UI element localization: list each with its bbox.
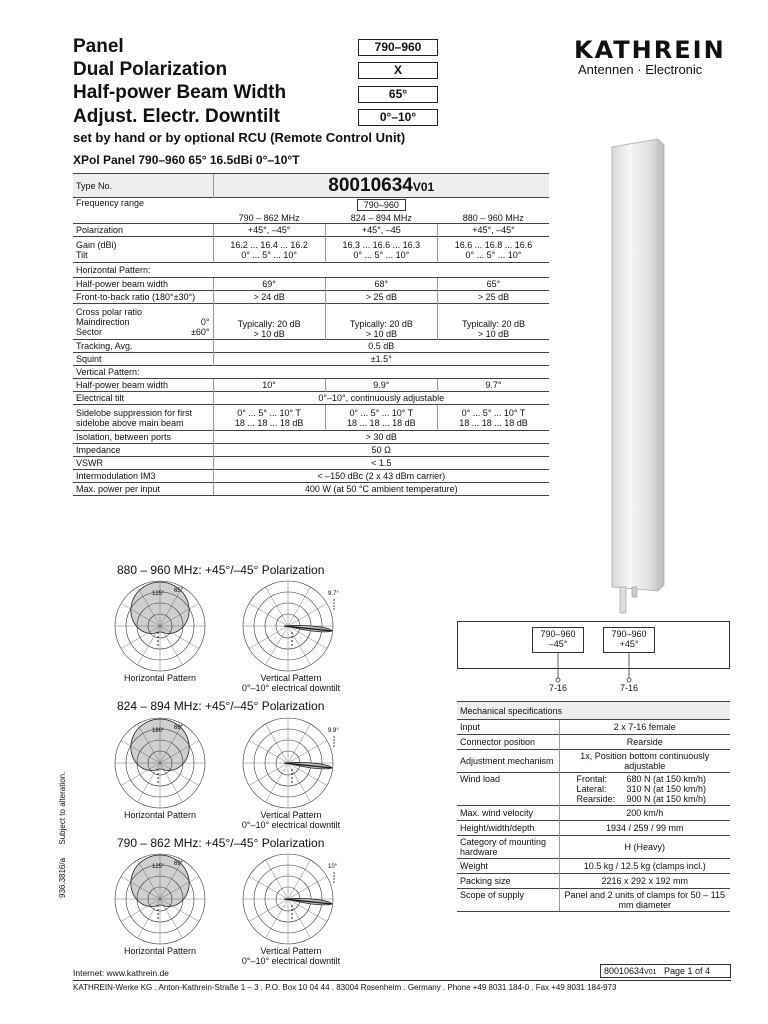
v-angle-label: 10°: [328, 864, 338, 870]
polar-grid-spoke: [288, 877, 327, 900]
freq-band-box: 790–960: [357, 199, 406, 211]
polar-grid-spoke: [288, 860, 311, 899]
vertical-pattern-diagram: [236, 716, 346, 810]
v-beamwidth-label: Half-power beam width: [73, 379, 213, 392]
mech-label: Input: [457, 720, 559, 735]
band-3: 880 – 960 MHz: [437, 198, 549, 224]
h-beamwidth-value: 68°: [325, 278, 437, 291]
cross-polar-value: Typically: 20 dB > 10 dB: [325, 304, 437, 340]
pattern-group-title-1: 880 – 960 MHz: +45°/–45° Polarization: [117, 563, 325, 577]
rcu-note: set by hand or by optional RCU (Remote Control Unit): [73, 130, 406, 145]
kathrein-logo: KATHREIN: [574, 36, 726, 64]
polar-grid-spoke: [249, 626, 288, 649]
freq-label: Frequency range: [73, 198, 213, 224]
antenna-image: [600, 135, 680, 615]
h-beamwidth-label: Half-power beam width: [73, 278, 213, 291]
im3-value: < –150 dBc (2 x 43 dBm carrier): [213, 470, 549, 483]
mech-value: 200 km/h: [559, 806, 730, 821]
mech-label: Category of mounting hardware: [457, 836, 559, 859]
title-beam-width: Half-power Beam Width: [73, 82, 287, 103]
sidelobe-label: Sidelobe suppression for first sidelobe above main beam: [73, 405, 213, 431]
v-angle-label: 9.7°: [328, 591, 339, 597]
connector-label: 7-16: [549, 683, 568, 693]
mech-value: 1934 / 259 / 99 mm: [559, 821, 730, 836]
h-angle-label: 68°: [174, 725, 184, 731]
cross-polar-value: Typically: 20 dB > 10 dB: [437, 304, 549, 340]
polar-grid-spoke: [288, 604, 327, 627]
vertical-pattern-diagram: [236, 852, 346, 946]
polar-grid-spoke: [288, 899, 311, 938]
v-beamwidth-value: 9.7°: [437, 379, 549, 392]
front-to-back-value: > 24 dB: [213, 291, 325, 304]
page-info-box: 80010634V01 Page 1 of 4: [600, 964, 731, 978]
connector-lines: [540, 653, 650, 683]
sidelobe-value: 0° ... 5° ... 10° T 18 ... 18 ... 18 dB: [325, 405, 437, 431]
brand-subtitle: Antennen · Electronic: [578, 62, 703, 77]
band-1: 790 – 862 MHz: [213, 198, 325, 224]
gain-value: 16.2 ... 16.4 ... 16.2 0° ... 5° ... 10°: [213, 237, 325, 263]
horizontal-pattern-heading: Horizontal Pattern:: [73, 263, 549, 278]
electrical-tilt-label: Electrical tilt: [73, 392, 213, 405]
product-line: XPol Panel 790–960 65° 16.5dBi 0°–10°T: [73, 153, 300, 167]
front-to-back-value: > 25 dB: [437, 291, 549, 304]
impedance-value: 50 Ω: [213, 444, 549, 457]
polar-grid-spoke: [266, 724, 289, 763]
sidelobe-value: 0° ... 5° ... 10° T 18 ... 18 ... 18 dB: [213, 405, 325, 431]
title-dual-polarization: Dual Polarization: [73, 59, 228, 80]
h-beamwidth-value: 65°: [437, 278, 549, 291]
polar-grid-spoke: [288, 587, 311, 626]
value-downtilt-box: 0°–10°: [358, 109, 438, 126]
polarization-value: +45°, –45: [325, 224, 437, 237]
h-pattern-label: Horizontal Pattern: [123, 810, 197, 820]
mech-label: Connector position: [457, 735, 559, 750]
mech-value: 2 x 7-16 female: [559, 720, 730, 735]
polar-grid-spoke: [266, 899, 289, 938]
polar-grid-spoke: [288, 741, 327, 764]
polarization-label: Polarization: [73, 224, 213, 237]
mech-value: 2216 x 292 x 192 mm: [559, 874, 730, 889]
gain-value: 16.6 ... 16.8 ... 16.6 0° ... 5° ... 10°: [437, 237, 549, 263]
polar-grid-spoke: [288, 763, 311, 802]
polar-grid-spoke: [266, 626, 289, 665]
v-pattern-label: Vertical Pattern 0°–10° electrical downtilt: [241, 673, 341, 693]
connector-box-plus45: 790–960 +45°: [603, 627, 655, 653]
mech-heading: Mechanical specifications: [457, 702, 730, 720]
horizontal-pattern-diagram: [108, 716, 212, 810]
polarization-value: +45°, –45°: [437, 224, 549, 237]
mech-label: Adjustment mechanism: [457, 750, 559, 773]
h-angle-label: 180°: [152, 728, 165, 734]
pattern-group-title-3: 790 – 862 MHz: +45°/–45° Polarization: [117, 836, 325, 850]
vertical-pattern-heading: Vertical Pattern:: [73, 366, 549, 379]
mechanical-specs-table: [457, 701, 730, 912]
type-label: Type No.: [73, 174, 213, 198]
horizontal-pattern-diagram: [108, 852, 212, 946]
vswr-value: < 1.5: [213, 457, 549, 470]
mech-value: 1x, Position bottom continuously adjustable: [559, 750, 730, 773]
value-frequency-box: 790–960: [358, 39, 438, 56]
vertical-pattern-diagram: [236, 579, 346, 673]
gain-value: 16.3 ... 16.6 ... 16.3 0° ... 5° ... 10°: [325, 237, 437, 263]
mech-value: Rearside: [559, 735, 730, 750]
mech-label: Scope of supply: [457, 889, 559, 912]
v-beamwidth-value: 10°: [213, 379, 325, 392]
h-pattern-label: Horizontal Pattern: [123, 946, 197, 956]
polar-grid-spoke: [249, 604, 288, 627]
value-beamwidth-box: 65°: [358, 86, 438, 103]
tracking-value: 0.5 dB: [213, 340, 549, 353]
h-pattern-label: Horizontal Pattern: [123, 673, 197, 683]
max-power-value: 400 W (at 50 °C ambient temperature): [213, 483, 549, 496]
front-to-back-label: Front-to-back ratio (180°±30°): [73, 291, 213, 304]
isolation-label: Isolation, between ports: [73, 431, 213, 444]
sidelobe-value: 0° ... 5° ... 10° T 18 ... 18 ... 18 dB: [437, 405, 549, 431]
h-beamwidth-value: 69°: [213, 278, 325, 291]
side-document-code: 936.3816/a Subject to alteration.: [58, 771, 67, 898]
v-angle-label: 9.9°: [328, 728, 339, 734]
pattern-group-title-2: 824 – 894 MHz: +45°/–45° Polarization: [117, 699, 325, 713]
wind-load-value: Frontal: 680 N (at 150 km/h) Lateral: 310 N (at 150 km/h) Rearside: 900 N (at 150 km/h): [559, 773, 730, 806]
squint-value: ±1.5°: [213, 353, 549, 366]
mech-value: Panel and 2 units of clamps for 50 – 115 mm diameter: [559, 889, 730, 912]
footer-divider: [73, 980, 731, 981]
connector-box-minus45: 790–960 –45°: [532, 627, 584, 653]
band-2: 790–960 824 – 894 MHz: [325, 198, 437, 224]
electrical-tilt-value: 0°–10°, continuously adjustable: [213, 392, 549, 405]
mech-label: Packing size: [457, 874, 559, 889]
squint-label: Squint: [73, 353, 213, 366]
title-panel: Panel: [73, 36, 124, 57]
isolation-value: > 30 dB: [213, 431, 549, 444]
polar-grid-spoke: [249, 877, 288, 900]
polar-grid-spoke: [249, 899, 288, 922]
h-angle-label: 65°: [174, 588, 184, 594]
h-angle-label: 125°: [152, 591, 165, 597]
im3-label: Intermodulation IM3: [73, 470, 213, 483]
impedance-label: Impedance: [73, 444, 213, 457]
h-angle-label: 69°: [174, 861, 184, 867]
v-pattern-label: Vertical Pattern 0°–10° electrical downtilt: [241, 946, 341, 966]
v-beamwidth-value: 9.9°: [325, 379, 437, 392]
polar-grid-spoke: [249, 763, 288, 786]
v-pattern-label: Vertical Pattern 0°–10° electrical downtilt: [241, 810, 341, 830]
polar-grid-spoke: [266, 587, 289, 626]
mech-label: Weight: [457, 859, 559, 874]
mech-value: H (Heavy): [559, 836, 730, 859]
mech-value: 10.5 kg / 12.5 kg (clamps incl.): [559, 859, 730, 874]
polar-grid-spoke: [249, 741, 288, 764]
mech-label: Max. wind velocity: [457, 806, 559, 821]
internet-link[interactable]: Internet: www.kathrein.de: [73, 968, 169, 978]
polar-grid-spoke: [288, 724, 311, 763]
connector-label: 7-16: [620, 683, 639, 693]
mech-label: Height/width/depth: [457, 821, 559, 836]
h-angle-label: 125°: [152, 864, 165, 870]
tracking-label: Tracking, Avg.: [73, 340, 213, 353]
type-number: 80010634V01: [213, 174, 549, 198]
mech-label: Wind load: [457, 773, 559, 806]
cross-polar-value: Typically: 20 dB > 10 dB: [213, 304, 325, 340]
polar-grid-spoke: [266, 763, 289, 802]
cross-polar-label: Cross polar ratio Maindirection 0° Sector ±60°: [73, 304, 213, 340]
max-power-label: Max. power per input: [73, 483, 213, 496]
front-to-back-value: > 25 dB: [325, 291, 437, 304]
spec-table: [73, 173, 549, 496]
horizontal-pattern-diagram: [108, 579, 212, 673]
company-address: KATHREIN-Werke KG . Anton-Kathrein-Straße 1 – 3 . P.O. Box 10 04 44 . 83004 Rosenheim . Germany . Phone +49 8031 184-0 . Fax +49 8031 184-973: [73, 983, 617, 992]
vswr-label: VSWR: [73, 457, 213, 470]
gain-tilt-label: Gain (dBi) Tilt: [73, 237, 213, 263]
polar-grid-spoke: [288, 626, 311, 665]
polar-grid-spoke: [266, 860, 289, 899]
polarization-value: +45°, –45°: [213, 224, 325, 237]
value-polarization-box: X: [358, 62, 438, 79]
title-downtilt: Adjust. Electr. Downtilt: [73, 106, 280, 127]
